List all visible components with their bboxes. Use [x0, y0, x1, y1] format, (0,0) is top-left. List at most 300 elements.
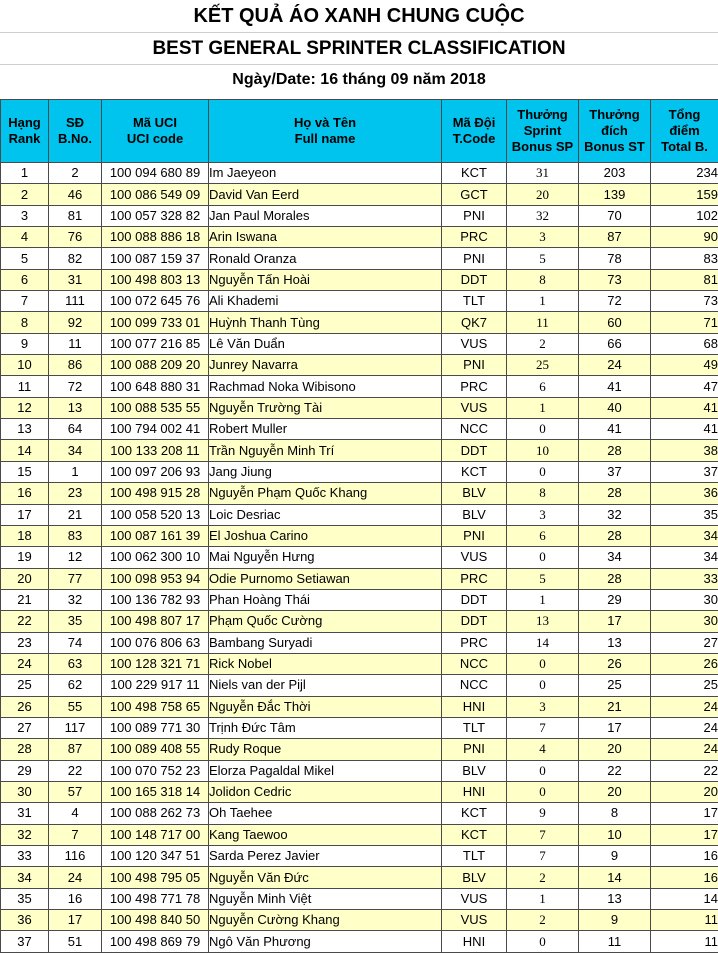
cell-team-code: VUS	[442, 333, 507, 354]
cell-bib: 13	[49, 397, 102, 418]
cell-total: 11	[651, 931, 718, 952]
table-row	[1, 568, 718, 589]
cell-uci-code: 100 498 795 05	[102, 867, 209, 888]
cell-total: 33	[651, 568, 718, 589]
cell-bonus-sprint: 3	[507, 696, 579, 717]
title-english: BEST GENERAL SPRINTER CLASSIFICATION	[0, 33, 718, 65]
table-row	[1, 440, 718, 461]
cell-bonus-finish: 20	[579, 739, 651, 760]
cell-team-code: DDT	[442, 269, 507, 290]
cell-team-code: PNI	[442, 355, 507, 376]
cell-full-name: Kang Taewoo	[209, 824, 442, 845]
cell-total: 26	[651, 653, 718, 674]
cell-team-code: TLT	[442, 717, 507, 738]
cell-team-code: PNI	[442, 248, 507, 269]
cell-full-name: Jan Paul Morales	[209, 205, 442, 226]
col-header-team: Mã Đội T.Code	[442, 100, 507, 163]
cell-bonus-sprint: 25	[507, 355, 579, 376]
cell-uci-code: 100 498 758 65	[102, 696, 209, 717]
cell-rank: 16	[1, 483, 49, 504]
cell-rank: 13	[1, 419, 49, 440]
cell-full-name: Huỳnh Thanh Tùng	[209, 312, 442, 333]
cell-bonus-sprint: 6	[507, 376, 579, 397]
cell-bib: 81	[49, 205, 102, 226]
cell-team-code: KCT	[442, 461, 507, 482]
table-row	[1, 824, 718, 845]
cell-total: 71	[651, 312, 718, 333]
cell-rank: 15	[1, 461, 49, 482]
cell-total: 234	[651, 163, 718, 184]
cell-bib: 111	[49, 291, 102, 312]
cell-uci-code: 100 097 206 93	[102, 461, 209, 482]
cell-uci-code: 100 128 321 71	[102, 653, 209, 674]
cell-rank: 30	[1, 781, 49, 802]
cell-rank: 11	[1, 376, 49, 397]
cell-uci-code: 100 089 771 30	[102, 717, 209, 738]
cell-uci-code: 100 077 216 85	[102, 333, 209, 354]
cell-team-code: PRC	[442, 227, 507, 248]
cell-full-name: Rachmad Noka Wibisono	[209, 376, 442, 397]
cell-rank: 1	[1, 163, 49, 184]
cell-full-name: Elorza Pagaldal Mikel	[209, 760, 442, 781]
table-row	[1, 525, 718, 546]
cell-team-code: PNI	[442, 205, 507, 226]
cell-bonus-finish: 28	[579, 440, 651, 461]
cell-uci-code: 100 099 733 01	[102, 312, 209, 333]
cell-total: 102	[651, 205, 718, 226]
cell-rank: 12	[1, 397, 49, 418]
cell-full-name: Jang Jiung	[209, 461, 442, 482]
cell-team-code: KCT	[442, 163, 507, 184]
cell-bonus-sprint: 0	[507, 931, 579, 952]
col-header-rank: Hạng Rank	[1, 100, 49, 163]
cell-bonus-sprint: 0	[507, 547, 579, 568]
cell-total: 90	[651, 227, 718, 248]
cell-bib: 16	[49, 888, 102, 909]
cell-bonus-finish: 73	[579, 269, 651, 290]
cell-bonus-sprint: 2	[507, 910, 579, 931]
table-row	[1, 483, 718, 504]
col-header-name: Họ và Tên Full name	[209, 100, 442, 163]
table-row	[1, 205, 718, 226]
cell-bonus-sprint: 14	[507, 632, 579, 653]
cell-rank: 25	[1, 675, 49, 696]
table-row	[1, 397, 718, 418]
col-header-bonus-finish: Thưởng đích Bonus ST	[579, 100, 651, 163]
cell-uci-code: 100 498 771 78	[102, 888, 209, 909]
cell-total: 16	[651, 846, 718, 867]
cell-uci-code: 100 498 803 13	[102, 269, 209, 290]
cell-team-code: NCC	[442, 419, 507, 440]
table-row	[1, 504, 718, 525]
cell-rank: 18	[1, 525, 49, 546]
cell-bonus-sprint: 8	[507, 269, 579, 290]
cell-uci-code: 100 087 159 37	[102, 248, 209, 269]
cell-total: 41	[651, 397, 718, 418]
cell-uci-code: 100 089 408 55	[102, 739, 209, 760]
cell-bonus-finish: 60	[579, 312, 651, 333]
cell-total: 81	[651, 269, 718, 290]
cell-team-code: HNI	[442, 931, 507, 952]
cell-bonus-finish: 37	[579, 461, 651, 482]
cell-uci-code: 100 086 549 09	[102, 184, 209, 205]
cell-bonus-finish: 17	[579, 611, 651, 632]
cell-bonus-finish: 10	[579, 824, 651, 845]
cell-team-code: KCT	[442, 803, 507, 824]
cell-bonus-sprint: 1	[507, 589, 579, 610]
table-row	[1, 547, 718, 568]
cell-bonus-finish: 66	[579, 333, 651, 354]
table-row	[1, 611, 718, 632]
title-block	[0, 0, 718, 99]
table-row	[1, 867, 718, 888]
title-vietnamese: KẾT QUẢ ÁO XANH CHUNG CUỘC	[0, 0, 718, 33]
cell-bonus-finish: 41	[579, 376, 651, 397]
table-row	[1, 355, 718, 376]
cell-bonus-finish: 8	[579, 803, 651, 824]
cell-rank: 14	[1, 440, 49, 461]
cell-full-name: Arin Iswana	[209, 227, 442, 248]
cell-full-name: Bambang Suryadi	[209, 632, 442, 653]
cell-bonus-sprint: 1	[507, 888, 579, 909]
table-row	[1, 163, 718, 184]
cell-total: 83	[651, 248, 718, 269]
cell-full-name: Rick Nobel	[209, 653, 442, 674]
cell-bib: 62	[49, 675, 102, 696]
table-row	[1, 675, 718, 696]
cell-bonus-sprint: 6	[507, 525, 579, 546]
cell-rank: 27	[1, 717, 49, 738]
cell-total: 24	[651, 696, 718, 717]
cell-bib: 51	[49, 931, 102, 952]
cell-uci-code: 100 058 520 13	[102, 504, 209, 525]
table-row	[1, 184, 718, 205]
cell-rank: 29	[1, 760, 49, 781]
cell-total: 25	[651, 675, 718, 696]
col-header-total: Tổng điểm Total B.	[651, 100, 718, 163]
cell-rank: 35	[1, 888, 49, 909]
cell-bib: 72	[49, 376, 102, 397]
cell-bonus-finish: 203	[579, 163, 651, 184]
cell-full-name: Robert Muller	[209, 419, 442, 440]
cell-rank: 23	[1, 632, 49, 653]
cell-team-code: DDT	[442, 589, 507, 610]
cell-bib: 24	[49, 867, 102, 888]
cell-total: 14	[651, 888, 718, 909]
cell-team-code: VUS	[442, 397, 507, 418]
cell-bib: 7	[49, 824, 102, 845]
cell-uci-code: 100 094 680 89	[102, 163, 209, 184]
cell-rank: 36	[1, 910, 49, 931]
cell-team-code: BLV	[442, 760, 507, 781]
cell-uci-code: 100 498 915 28	[102, 483, 209, 504]
cell-bonus-finish: 29	[579, 589, 651, 610]
cell-full-name: Nguyễn Đắc Thời	[209, 696, 442, 717]
cell-full-name: Sarda Perez Javier	[209, 846, 442, 867]
cell-bonus-finish: 34	[579, 547, 651, 568]
cell-team-code: PNI	[442, 525, 507, 546]
cell-bonus-finish: 72	[579, 291, 651, 312]
cell-team-code: NCC	[442, 675, 507, 696]
cell-rank: 17	[1, 504, 49, 525]
cell-full-name: Nguyễn Minh Việt	[209, 888, 442, 909]
date-line: Ngày/Date: 16 tháng 09 năm 2018	[232, 71, 486, 88]
cell-total: 68	[651, 333, 718, 354]
cell-bonus-sprint: 10	[507, 440, 579, 461]
cell-team-code: PNI	[442, 739, 507, 760]
cell-full-name: David Van Eerd	[209, 184, 442, 205]
cell-full-name: Nguyễn Trường Tài	[209, 397, 442, 418]
cell-bonus-finish: 28	[579, 483, 651, 504]
table-row	[1, 376, 718, 397]
cell-full-name: Mai Nguyễn Hưng	[209, 547, 442, 568]
cell-bonus-sprint: 9	[507, 803, 579, 824]
cell-total: 22	[651, 760, 718, 781]
cell-team-code: BLV	[442, 483, 507, 504]
cell-bib: 23	[49, 483, 102, 504]
cell-total: 35	[651, 504, 718, 525]
cell-team-code: BLV	[442, 504, 507, 525]
cell-bonus-finish: 9	[579, 846, 651, 867]
cell-bib: 57	[49, 781, 102, 802]
cell-full-name: Nguyễn Tấn Hoài	[209, 269, 442, 290]
cell-full-name: Nguyễn Văn Đức	[209, 867, 442, 888]
cell-team-code: TLT	[442, 291, 507, 312]
cell-total: 36	[651, 483, 718, 504]
cell-full-name: Ali Khademi	[209, 291, 442, 312]
table-row	[1, 739, 718, 760]
cell-bib: 46	[49, 184, 102, 205]
cell-bonus-finish: 28	[579, 568, 651, 589]
cell-rank: 24	[1, 653, 49, 674]
cell-bonus-sprint: 5	[507, 248, 579, 269]
cell-total: 17	[651, 824, 718, 845]
cell-bonus-sprint: 0	[507, 461, 579, 482]
cell-bib: 34	[49, 440, 102, 461]
table-row	[1, 312, 718, 333]
cell-bonus-finish: 13	[579, 632, 651, 653]
cell-bib: 117	[49, 717, 102, 738]
cell-uci-code: 100 498 840 50	[102, 910, 209, 931]
cell-team-code: QK7	[442, 312, 507, 333]
table-row	[1, 931, 718, 952]
cell-bib: 116	[49, 846, 102, 867]
cell-bib: 83	[49, 525, 102, 546]
cell-bib: 2	[49, 163, 102, 184]
cell-bib: 77	[49, 568, 102, 589]
cell-bonus-sprint: 7	[507, 824, 579, 845]
cell-uci-code: 100 498 869 79	[102, 931, 209, 952]
cell-bib: 31	[49, 269, 102, 290]
cell-bonus-finish: 20	[579, 781, 651, 802]
cell-bib: 86	[49, 355, 102, 376]
cell-rank: 8	[1, 312, 49, 333]
cell-bonus-finish: 78	[579, 248, 651, 269]
table-row	[1, 419, 718, 440]
cell-rank: 5	[1, 248, 49, 269]
cell-total: 11	[651, 910, 718, 931]
cell-team-code: PRC	[442, 568, 507, 589]
cell-bonus-sprint: 8	[507, 483, 579, 504]
cell-rank: 31	[1, 803, 49, 824]
table-row	[1, 632, 718, 653]
cell-uci-code: 100 088 535 55	[102, 397, 209, 418]
cell-bib: 87	[49, 739, 102, 760]
cell-rank: 4	[1, 227, 49, 248]
cell-rank: 19	[1, 547, 49, 568]
cell-total: 41	[651, 419, 718, 440]
cell-bib: 76	[49, 227, 102, 248]
cell-bonus-sprint: 0	[507, 653, 579, 674]
cell-bib: 55	[49, 696, 102, 717]
results-body	[1, 163, 718, 953]
table-row	[1, 781, 718, 802]
cell-bonus-sprint: 31	[507, 163, 579, 184]
cell-uci-code: 100 148 717 00	[102, 824, 209, 845]
cell-rank: 22	[1, 611, 49, 632]
cell-team-code: VUS	[442, 888, 507, 909]
cell-uci-code: 100 136 782 93	[102, 589, 209, 610]
cell-bib: 11	[49, 333, 102, 354]
cell-total: 30	[651, 611, 718, 632]
cell-team-code: VUS	[442, 910, 507, 931]
table-row	[1, 227, 718, 248]
cell-bonus-finish: 25	[579, 675, 651, 696]
cell-bonus-finish: 70	[579, 205, 651, 226]
cell-full-name: Loic Desriac	[209, 504, 442, 525]
table-row	[1, 461, 718, 482]
cell-rank: 26	[1, 696, 49, 717]
cell-bonus-sprint: 32	[507, 205, 579, 226]
cell-team-code: HNI	[442, 696, 507, 717]
cell-bonus-finish: 17	[579, 717, 651, 738]
cell-bonus-finish: 13	[579, 888, 651, 909]
cell-total: 27	[651, 632, 718, 653]
cell-bib: 17	[49, 910, 102, 931]
cell-total: 47	[651, 376, 718, 397]
cell-uci-code: 100 088 886 18	[102, 227, 209, 248]
cell-uci-code: 100 229 917 11	[102, 675, 209, 696]
cell-bonus-sprint: 4	[507, 739, 579, 760]
cell-full-name: Nguyễn Cường Khang	[209, 910, 442, 931]
cell-rank: 33	[1, 846, 49, 867]
cell-rank: 9	[1, 333, 49, 354]
cell-team-code: HNI	[442, 781, 507, 802]
cell-full-name: Rudy Roque	[209, 739, 442, 760]
cell-team-code: KCT	[442, 824, 507, 845]
cell-rank: 34	[1, 867, 49, 888]
table-row	[1, 846, 718, 867]
cell-full-name: Trần Nguyễn Minh Trí	[209, 440, 442, 461]
cell-uci-code: 100 087 161 39	[102, 525, 209, 546]
cell-rank: 3	[1, 205, 49, 226]
cell-team-code: PRC	[442, 376, 507, 397]
cell-full-name: Phạm Quốc Cường	[209, 611, 442, 632]
cell-full-name: Ronald Oranza	[209, 248, 442, 269]
cell-total: 24	[651, 739, 718, 760]
cell-bonus-finish: 28	[579, 525, 651, 546]
cell-full-name: Odie Purnomo Setiawan	[209, 568, 442, 589]
cell-bib: 21	[49, 504, 102, 525]
cell-total: 30	[651, 589, 718, 610]
cell-bonus-finish: 14	[579, 867, 651, 888]
cell-bonus-sprint: 11	[507, 312, 579, 333]
table-row	[1, 333, 718, 354]
cell-rank: 7	[1, 291, 49, 312]
cell-bib: 63	[49, 653, 102, 674]
cell-total: 159	[651, 184, 718, 205]
cell-total: 16	[651, 867, 718, 888]
cell-team-code: TLT	[442, 846, 507, 867]
cell-uci-code: 100 057 328 82	[102, 205, 209, 226]
cell-bib: 64	[49, 419, 102, 440]
table-row	[1, 248, 718, 269]
cell-total: 73	[651, 291, 718, 312]
cell-bonus-sprint: 2	[507, 867, 579, 888]
cell-full-name: Im Jaeyeon	[209, 163, 442, 184]
col-header-bib: SĐ B.No.	[49, 100, 102, 163]
table-row	[1, 696, 718, 717]
cell-bib: 1	[49, 461, 102, 482]
cell-bonus-finish: 41	[579, 419, 651, 440]
cell-bonus-sprint: 0	[507, 419, 579, 440]
cell-rank: 32	[1, 824, 49, 845]
cell-bonus-sprint: 0	[507, 781, 579, 802]
cell-full-name: Ngô Văn Phương	[209, 931, 442, 952]
cell-bib: 12	[49, 547, 102, 568]
cell-bib: 32	[49, 589, 102, 610]
table-row	[1, 589, 718, 610]
cell-uci-code: 100 098 953 94	[102, 568, 209, 589]
table-row	[1, 910, 718, 931]
cell-bonus-sprint: 1	[507, 291, 579, 312]
header-row	[1, 100, 718, 163]
cell-bonus-finish: 22	[579, 760, 651, 781]
cell-bonus-sprint: 3	[507, 504, 579, 525]
cell-full-name: Nguyễn Phạm Quốc Khang	[209, 483, 442, 504]
cell-full-name: Phan Hoàng Thái	[209, 589, 442, 610]
cell-total: 20	[651, 781, 718, 802]
cell-bonus-finish: 11	[579, 931, 651, 952]
cell-team-code: DDT	[442, 440, 507, 461]
cell-bonus-finish: 32	[579, 504, 651, 525]
cell-bonus-sprint: 1	[507, 397, 579, 418]
cell-total: 24	[651, 717, 718, 738]
cell-uci-code: 100 498 807 17	[102, 611, 209, 632]
cell-uci-code: 100 794 002 41	[102, 419, 209, 440]
cell-total: 38	[651, 440, 718, 461]
cell-uci-code: 100 120 347 51	[102, 846, 209, 867]
cell-team-code: GCT	[442, 184, 507, 205]
cell-uci-code: 100 070 752 23	[102, 760, 209, 781]
table-row	[1, 760, 718, 781]
cell-full-name: Niels van der Pijl	[209, 675, 442, 696]
cell-rank: 28	[1, 739, 49, 760]
cell-uci-code: 100 062 300 10	[102, 547, 209, 568]
cell-full-name: El Joshua Carino	[209, 525, 442, 546]
cell-uci-code: 100 072 645 76	[102, 291, 209, 312]
cell-full-name: Oh Taehee	[209, 803, 442, 824]
cell-uci-code: 100 648 880 31	[102, 376, 209, 397]
cell-bonus-sprint: 7	[507, 717, 579, 738]
cell-bonus-finish: 87	[579, 227, 651, 248]
table-row	[1, 291, 718, 312]
cell-rank: 2	[1, 184, 49, 205]
col-header-bonus-sprint: Thưởng Sprint Bonus SP	[507, 100, 579, 163]
table-row	[1, 717, 718, 738]
cell-team-code: PRC	[442, 632, 507, 653]
cell-uci-code: 100 088 209 20	[102, 355, 209, 376]
